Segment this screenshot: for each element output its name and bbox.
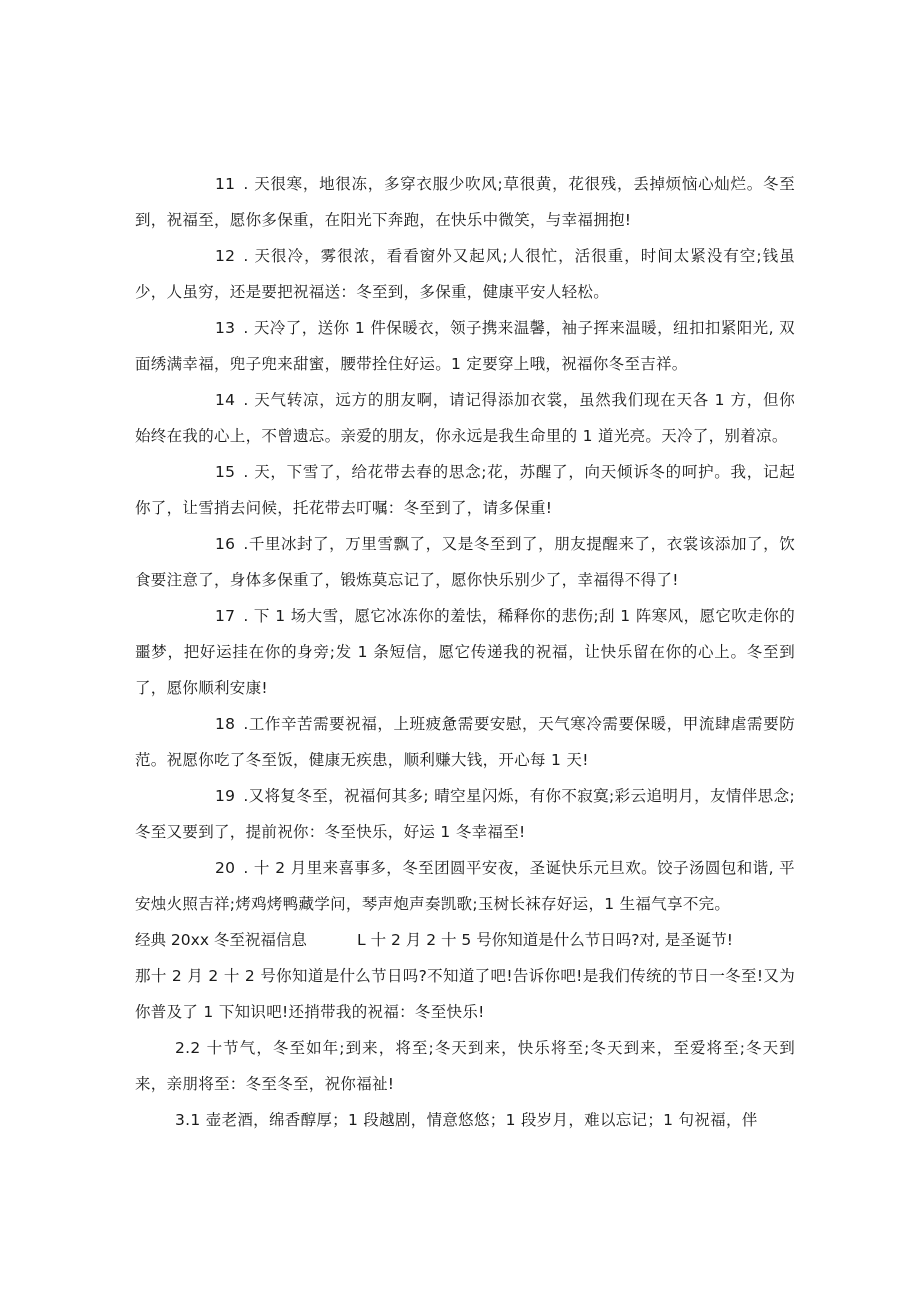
section-title: 经典 20xx 冬至祝福信息 (135, 931, 307, 949)
list-item: 2.2 十节气，冬至如年;到来，将至;冬天到来，快乐将至;冬天到来，至爱将至;冬天到来，亲朋将至：冬至冬至，祝你福祉! (135, 1039, 795, 1093)
section-continuation: 那十 2 月 2 十 2 号你知道是什么节日吗?不知道了吧!告诉你吧!是我们传统的节日一冬至!又为你普及了 1 下知识吧!还捎带我的祝福：冬至快乐! (135, 967, 795, 1021)
item-number: 20 (215, 859, 236, 877)
item-number: 15 (215, 463, 236, 481)
item-text: . 十 2 月里来喜事多，冬至团圆平安夜，圣诞快乐元旦欢。饺子汤圆包和谐, 平安烛火照吉祥;烤鸡烤鸭藏学问，琴声炮声奏凯歌;玉树长袜存好运，1 生福气享不完。 (135, 859, 795, 913)
item-text: .千里冰封了，万里雪飘了，又是冬至到了，朋友提醒来了，衣裳该添加了，饮食要注意了，身体多保重了，锻炼莫忘记了，愿你快乐别少了，幸福得不得了! (135, 535, 795, 589)
list-item (135, 526, 795, 598)
item-text: . 天很冷，雾很浓，看看窗外又起风;人很忙，活很重，时间太紧没有空;钱虽少，人虽穷，还是要把祝福送：冬至到，多保重，健康平安人轻松。 (135, 247, 795, 301)
item-number: 14 (215, 391, 236, 409)
item-text: .又将复冬至，祝福何其多; 晴空星闪烁，有你不寂寞;彩云追明月，友情伴思念;冬至又要到了，提前祝你：冬至快乐，好运 1 冬幸福至! (135, 787, 795, 841)
list-item (135, 706, 795, 778)
section-heading-line (135, 922, 795, 958)
item-text: . 下 1 场大雪，愿它冰冻你的羞怯，稀释你的悲伤;刮 1 阵寒风，愿它吹走你的噩梦，把好运挂在你的身旁;发 1 条短信，愿它传递我的祝福，让快乐留在你的心上。冬至到了，愿你顺利安康! (135, 607, 795, 697)
item-number: 17 (215, 607, 236, 625)
list-item: 3.1 壶老酒，绵香醇厚；1 段越剧，情意悠悠；1 段岁月，难以忘记；1 句祝福，伴 (175, 1111, 758, 1129)
list-item (135, 238, 795, 310)
item-number: 13 (215, 319, 236, 337)
list-item (135, 598, 795, 706)
item-text: . 天，下雪了，给花带去春的思念;花，苏醒了，向天倾诉冬的呵护。我，记起你了，让雪捎去问候，托花带去叮嘱：冬至到了，请多保重! (135, 463, 795, 517)
item-number: 16 (215, 535, 236, 553)
item-text: . 天很寒，地很冻，多穿衣服少吹风;草很黄，花很残，丢掉烦恼心灿烂。冬至到，祝福至，愿你多保重，在阳光下奔跑，在快乐中微笑，与幸福拥抱! (135, 175, 795, 229)
item-number: 11 (215, 175, 236, 193)
list-item (135, 850, 795, 922)
item-number: 19 (215, 787, 236, 805)
list-item (135, 454, 795, 526)
list-item (135, 778, 795, 850)
item-number: 12 (215, 247, 236, 265)
list-item (135, 166, 795, 238)
list-item (135, 382, 795, 454)
item-text: .工作辛苦需要祝福，上班疲惫需要安慰，天气寒冷需要保暖，甲流肆虐需要防范。祝愿你吃了冬至饭，健康无疾患，顺利赚大钱，开心每 1 天! (135, 715, 795, 769)
list-item (135, 310, 795, 382)
section-first-line: L 十 2 月 2 十 5 号你知道是什么节日吗?对, 是圣诞节! (357, 931, 734, 949)
item-number: 18 (215, 715, 236, 733)
document-body (135, 166, 795, 1138)
item-text: . 天冷了，送你 1 件保暖衣，领子携来温馨，袖子挥来温暖，纽扣扣紧阳光, 双面绣满幸福，兜子兜来甜蜜，腰带拴住好运。1 定要穿上哦，祝福你冬至吉祥。 (135, 319, 795, 373)
item-text: . 天气转凉，远方的朋友啊，请记得添加衣裳，虽然我们现在天各 1 方，但你始终在我的心上，不曾遗忘。亲爱的朋友，你永远是我生命里的 1 道光亮。天冷了，别着凉。 (135, 391, 795, 445)
